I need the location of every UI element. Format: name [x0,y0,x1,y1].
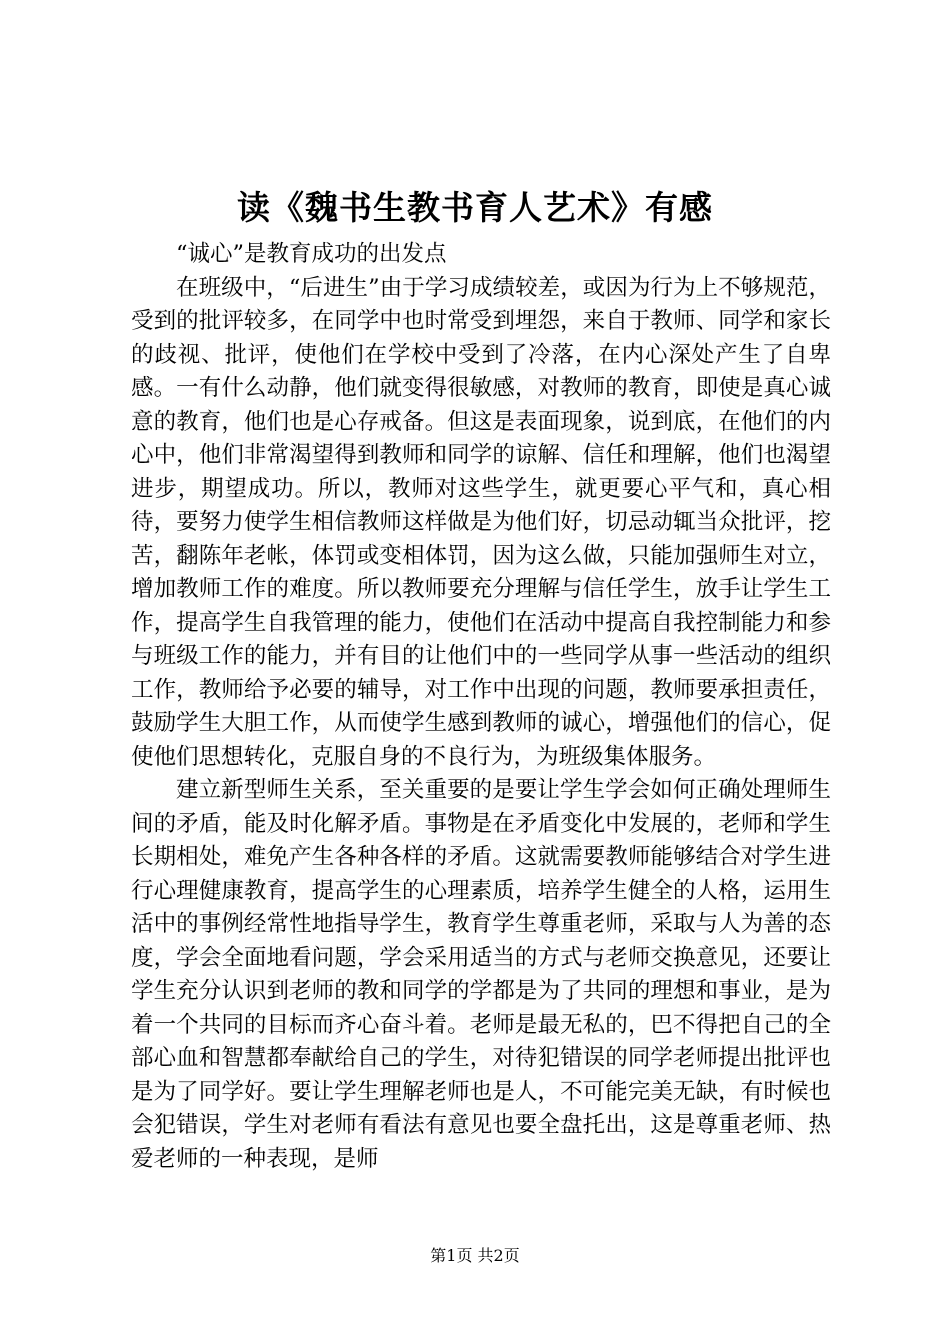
document-title: 读《魏书生教书育人艺术》有感 [237,188,713,227]
document-body [131,238,831,1176]
section-subheading: “诚心”是教育成功的出发点 [176,241,447,267]
body-paragraph: 建立新型师生关系，至关重要的是要让学生学会如何正确处理师生间的矛盾，能及时化解矛盾。事物是在矛盾变化中发展的，老师和学生长期相处，难免产生各种各样的矛盾。这就需要教师能够结合对学生进行心理健康教育，提高学生的心理素质，培养学生健全的人格，运用生活中的事例经常性地指导学生，教育学生尊重老师，采取与人为善的态度，学会全面地看问题，学会采用适当的方式与老师交换意见，还要让学生充分认识到老师的教和同学的学都是为了共同的理想和事业，是为着一个共同的目标而齐心奋斗着。老师是最无私的，巴不得把自己的全部心血和智慧都奉献给自己的学生，对待犯错误的同学老师提出批评也是为了同学好。要让学生理解老师也是人，不可能完美无缺，有时候也会犯错误，学生对老师有看法有意见也要全盘托出，这是尊重老师、热爱老师的一种表现，是师 [131,777,831,1172]
page-footer: 第1页 共2页 [430,1246,520,1265]
body-paragraph: 在班级中，“后进生”由于学习成绩较差，或因为行为上不够规范，受到的批评较多，在同学中也时常受到埋怨，来自于教师、同学和家长的歧视、批评，使他们在学校中受到了冷落，在内心深处产生了自卑感。一有什么动静，他们就变得很敏感，对教师的教育，即使是真心诚意的教育，他们也是心存戒备。但这是表面现象，说到底，在他们的内心中，他们非常渴望得到教师和同学的谅解、信任和理解，他们也渴望进步，期望成功。所以，教师对这些学生，就更要心平气和，真心相待，要努力使学生相信教师这样做是为他们好，切忌动辄当众批评，挖苦，翻陈年老帐，体罚或变相体罚，因为这么做，只能加强师生对立，增加教师工作的难度。所以教师要充分理解与信任学生，放手让学生工作，提高学生自我管理的能力，使他们在活动中提高自我控制能力和参与班级工作的能力，并有目的让他们中的一些同学从事一些活动的组织工作，教师给予必要的辅导，对工作中出现的问题，教师要承担责任，鼓励学生大胆工作，从而使学生感到教师的诚心，增强他们的信心，促使他们思想转化，克服自身的不良行为，为班级集体服务。 [131,274,831,770]
